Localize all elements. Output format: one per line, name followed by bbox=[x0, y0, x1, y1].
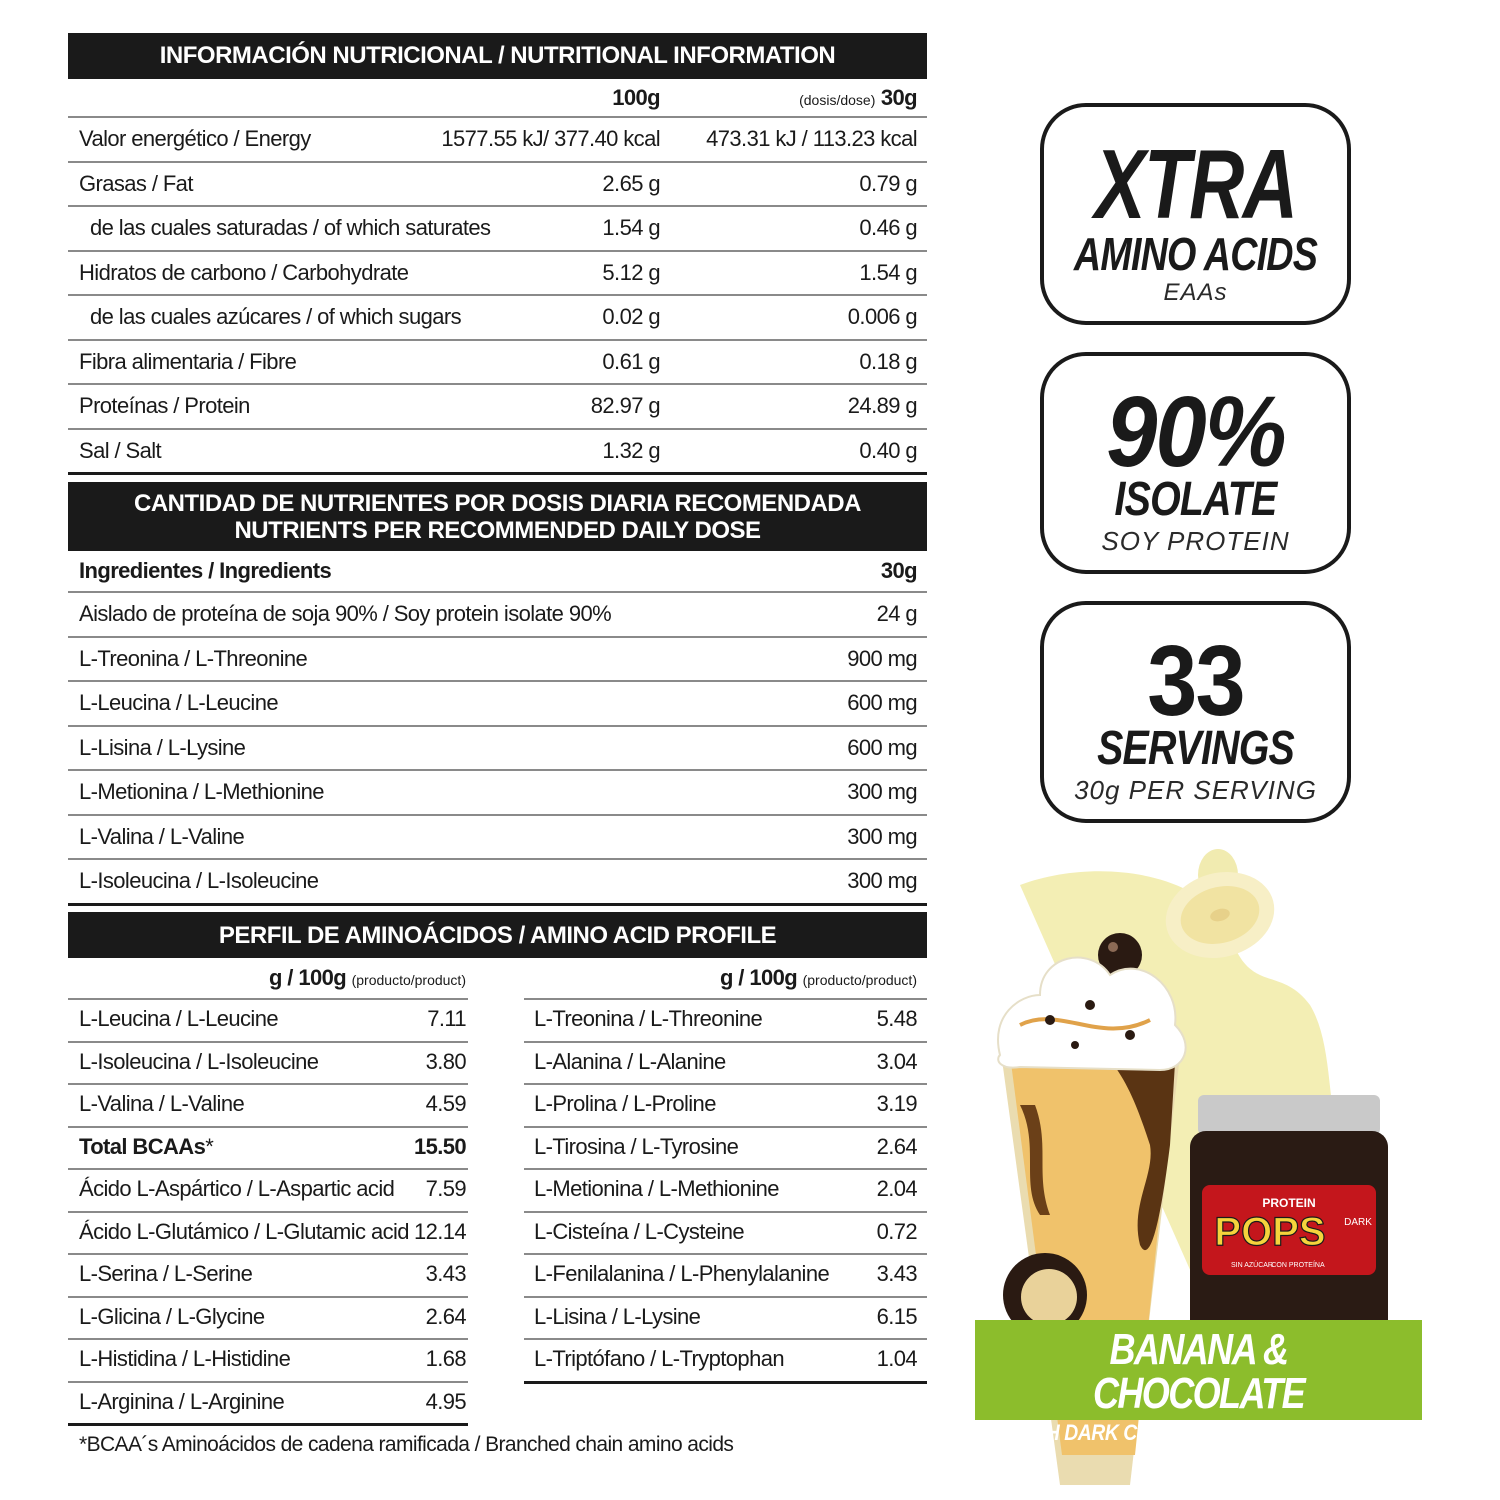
daily-title bbox=[68, 482, 927, 551]
amino-row bbox=[68, 1211, 927, 1254]
nutrient-value-100g: 0.61 g bbox=[602, 348, 660, 374]
badge-isolate-label: ISOLATE bbox=[1114, 473, 1277, 526]
amino-label-text: Ácido L-Glutámico / L-Glutamic acid bbox=[79, 1218, 409, 1244]
amino-label: L-Tirosina / L-Tyrosine bbox=[534, 1133, 739, 1159]
amino-value: 15.50 bbox=[413, 1133, 466, 1159]
badge-amino-acids bbox=[1040, 103, 1351, 325]
amino-left-cell bbox=[68, 1211, 468, 1256]
amino-value: 4.59 bbox=[425, 1091, 466, 1117]
amino-row bbox=[68, 1083, 927, 1126]
amino-left-cell bbox=[68, 1126, 468, 1171]
amino-row bbox=[68, 1338, 927, 1381]
ingredient-row bbox=[68, 638, 927, 683]
amino-header-row bbox=[68, 958, 927, 998]
amino-value: 4.95 bbox=[425, 1388, 466, 1414]
amino-label bbox=[79, 1134, 213, 1160]
amino-value: 7.11 bbox=[427, 1006, 466, 1032]
amino-row bbox=[68, 1041, 927, 1084]
amino-label: L-Cisteína / L-Cysteine bbox=[534, 1218, 744, 1244]
amino-row bbox=[68, 1253, 927, 1296]
ingredient-label: L-Metionina / L-Methionine bbox=[79, 779, 324, 805]
ingredient-value: 600 mg bbox=[847, 734, 917, 760]
amino-label bbox=[79, 1049, 318, 1075]
amino-row bbox=[68, 1381, 927, 1424]
nutrient-value-100g: 1577.55 kJ/ 377.40 kcal bbox=[441, 126, 660, 152]
nutrient-label: Proteínas / Protein bbox=[79, 393, 250, 419]
dose-note: (dosis/dose) bbox=[799, 91, 876, 108]
badge-per-serving: 30g PER SERVING bbox=[1074, 775, 1317, 805]
nutrient-label: Valor energético / Energy bbox=[79, 126, 311, 152]
ingredient-value: 300 mg bbox=[847, 868, 917, 894]
amino-row bbox=[68, 998, 927, 1041]
amino-label bbox=[79, 1304, 264, 1330]
amino-label: L-Treonina / L-Threonine bbox=[534, 1006, 763, 1032]
amino-right-cell bbox=[524, 1338, 927, 1384]
amino-value: 3.04 bbox=[876, 1048, 917, 1074]
amino-table bbox=[68, 912, 927, 1457]
daily-header-row bbox=[68, 551, 927, 593]
nutrient-label: Sal / Salt bbox=[79, 437, 162, 463]
amino-value: 3.43 bbox=[876, 1261, 917, 1287]
amino-label: L-Fenilalanina / L-Phenylalanine bbox=[534, 1261, 830, 1287]
amino-right-cell bbox=[524, 1296, 927, 1341]
amino-right-cell bbox=[524, 1253, 927, 1298]
amino-label-text: L-Serina / L-Serine bbox=[79, 1261, 253, 1287]
amino-value: 1.68 bbox=[425, 1346, 466, 1372]
nutrient-value-dose: 24.89 g bbox=[847, 393, 917, 419]
amino-right-cell bbox=[524, 1083, 927, 1128]
amino-value: 2.64 bbox=[425, 1303, 466, 1329]
amino-unit-right: g / 100g (producto/product) bbox=[719, 965, 917, 990]
nutrition-table bbox=[68, 33, 927, 475]
amino-label bbox=[79, 1219, 409, 1245]
ingredient-row bbox=[68, 682, 927, 727]
nutrient-label: Grasas / Fat bbox=[79, 170, 193, 196]
dose-value: 30g bbox=[880, 84, 917, 110]
nutrition-row bbox=[68, 385, 927, 430]
ingredient-label: Aislado de proteína de soja 90% / Soy protein isolate 90% bbox=[79, 601, 612, 627]
badge-servings-label: SERVINGS bbox=[1097, 722, 1294, 775]
nutrition-rows bbox=[68, 118, 927, 475]
amino-left-cell bbox=[68, 998, 468, 1043]
amino-value: 3.19 bbox=[876, 1091, 917, 1117]
amino-value: 5.48 bbox=[876, 1006, 917, 1032]
nutrient-value-dose: 0.79 g bbox=[859, 170, 917, 196]
amino-left-cell bbox=[68, 1083, 468, 1128]
amino-label: L-Triptófano / L-Tryptophan bbox=[534, 1346, 784, 1372]
amino-value: 0.72 bbox=[876, 1218, 917, 1244]
amino-right-cell bbox=[524, 1041, 927, 1086]
bcaa-asterisk: * bbox=[205, 1133, 214, 1159]
amino-label bbox=[79, 1389, 284, 1415]
ingredient-value: 600 mg bbox=[847, 690, 917, 716]
jar-top-label: PROTEIN bbox=[1262, 1196, 1316, 1210]
amino-left-cell bbox=[68, 1253, 468, 1298]
ingredient-label: L-Leucina / L-Leucine bbox=[79, 690, 278, 716]
badge-33: 33 bbox=[1147, 625, 1244, 737]
nutrition-header-row bbox=[68, 79, 927, 118]
ingredient-value: 300 mg bbox=[847, 823, 917, 849]
nutrient-value-dose: 0.006 g bbox=[847, 304, 917, 330]
nutrient-label: de las cuales saturadas / of which saturates bbox=[90, 215, 491, 241]
daily-title-es: CANTIDAD DE NUTRIENTES POR DOSIS DIARIA RECOMENDADA bbox=[134, 490, 861, 517]
amino-label: L-Alanina / L-Alanine bbox=[534, 1048, 726, 1074]
amino-unit-left: g / 100g (producto/product) bbox=[268, 965, 466, 990]
amino-left-cell bbox=[68, 1168, 468, 1213]
amino-label bbox=[79, 1176, 394, 1202]
amino-label-text: Total BCAAs bbox=[79, 1133, 206, 1159]
nutrition-title: INFORMACIÓN NUTRICIONAL / NUTRITIONAL INFORMATION bbox=[68, 33, 927, 79]
nutrient-label: Fibra alimentaria / Fibre bbox=[79, 348, 297, 374]
ingredient-row bbox=[68, 860, 927, 906]
ingredient-row bbox=[68, 593, 927, 638]
ingredients-heading: Ingredientes / Ingredients bbox=[79, 558, 332, 583]
nutrient-value-100g: 1.32 g bbox=[602, 437, 660, 463]
nutrient-value-dose: 0.18 g bbox=[859, 348, 917, 374]
amino-label-text: L-Isoleucina / L-Isoleucine bbox=[79, 1048, 319, 1074]
amino-value: 2.64 bbox=[876, 1133, 917, 1159]
ingredient-row bbox=[68, 771, 927, 816]
amino-title: PERFIL DE AMINOÁCIDOS / AMINO ACID PROFILE bbox=[68, 912, 927, 958]
jar-flag-protein: CON PROTEÍNA bbox=[1271, 1262, 1325, 1269]
jar-flag-sugar: SIN AZÚCAR bbox=[1230, 1262, 1274, 1269]
amino-value: 7.59 bbox=[425, 1176, 466, 1202]
nutrient-value-100g: 2.65 g bbox=[602, 170, 660, 196]
nutrient-value-dose: 1.54 g bbox=[859, 259, 917, 285]
jar-side-label: DARK bbox=[1344, 1217, 1372, 1228]
amino-value: 2.04 bbox=[876, 1176, 917, 1202]
amino-left-cell bbox=[68, 1041, 468, 1086]
badge-soy-protein: SOY PROTEIN bbox=[1101, 526, 1290, 556]
daily-rows bbox=[68, 593, 927, 906]
amino-row bbox=[68, 1168, 927, 1211]
nutrition-col-100g: 100g bbox=[612, 84, 660, 110]
amino-left-cell bbox=[68, 1338, 468, 1383]
daily-dose-table bbox=[68, 482, 927, 906]
ingredient-label: L-Treonina / L-Threonine bbox=[79, 645, 308, 671]
amino-label bbox=[79, 1261, 252, 1287]
nutrition-row bbox=[68, 163, 927, 208]
amino-value: 6.15 bbox=[876, 1303, 917, 1329]
ingredient-label: L-Isoleucina / L-Isoleucine bbox=[79, 868, 319, 894]
ingredient-value: 300 mg bbox=[847, 779, 917, 805]
amino-label-text: Ácido L-Aspártico / L-Aspartic acid bbox=[79, 1176, 395, 1202]
ingredients-dose: 30g bbox=[880, 558, 917, 583]
amino-footnote: *BCAA´s Aminoácidos de cadena ramificada / Branched chain amino acids bbox=[79, 1433, 734, 1456]
amino-left-cell bbox=[68, 1381, 468, 1427]
nutrition-row bbox=[68, 207, 927, 252]
amino-row bbox=[68, 1126, 927, 1169]
nutrient-label: Hidratos de carbono / Carbohydrate bbox=[79, 259, 409, 285]
nutrient-value-dose: 473.31 kJ / 113.23 kcal bbox=[706, 126, 917, 152]
ingredient-row bbox=[68, 727, 927, 772]
flavor-subtitle: WITH DARK CHOCOLATE PROTEIN POPS bbox=[1011, 1420, 1386, 1445]
amino-label bbox=[79, 1346, 290, 1372]
ingredient-value: 900 mg bbox=[847, 645, 917, 671]
nutrition-col-dose bbox=[799, 85, 917, 111]
nutrition-row bbox=[68, 296, 927, 341]
nutrient-value-100g: 82.97 g bbox=[590, 393, 660, 419]
badge-servings bbox=[1040, 601, 1351, 823]
nutrition-row bbox=[68, 252, 927, 297]
jar-brand-label: POPS bbox=[1214, 1210, 1326, 1254]
amino-right-cell bbox=[524, 1211, 927, 1256]
amino-label bbox=[79, 1091, 244, 1117]
nutrient-value-dose: 0.46 g bbox=[859, 215, 917, 241]
badge-isolate bbox=[1040, 352, 1351, 574]
amino-label-text: L-Histidina / L-Histidine bbox=[79, 1346, 291, 1372]
flavor-title: BANANA & CHOCOLATE bbox=[1092, 1325, 1305, 1418]
amino-right-cell bbox=[524, 1126, 927, 1171]
amino-right-cell bbox=[524, 1168, 927, 1213]
amino-label: L-Metionina / L-Methionine bbox=[534, 1176, 779, 1202]
nutrient-value-100g: 5.12 g bbox=[602, 259, 660, 285]
nutrition-row bbox=[68, 118, 927, 163]
badge-90-percent: 90% bbox=[1106, 376, 1285, 488]
amino-value: 1.04 bbox=[876, 1346, 917, 1372]
amino-value: 3.80 bbox=[425, 1048, 466, 1074]
badge-eaas: EAAs bbox=[1163, 279, 1228, 306]
amino-row bbox=[68, 1296, 927, 1339]
amino-label-text: L-Glicina / L-Glycine bbox=[79, 1303, 265, 1329]
badge-amino-acids-label: AMINO ACIDS bbox=[1073, 228, 1318, 280]
amino-label-text: L-Arginina / L-Arginine bbox=[79, 1388, 285, 1414]
ingredient-label: L-Valina / L-Valine bbox=[79, 823, 245, 849]
amino-label: L-Prolina / L-Proline bbox=[534, 1091, 716, 1117]
ingredient-row bbox=[68, 816, 927, 861]
ingredient-label: L-Lisina / L-Lysine bbox=[79, 734, 246, 760]
nutrition-row bbox=[68, 341, 927, 386]
amino-left-cell bbox=[68, 1296, 468, 1341]
nutrient-value-dose: 0.40 g bbox=[859, 437, 917, 463]
nutrition-row bbox=[68, 430, 927, 476]
amino-right-cell bbox=[524, 998, 927, 1043]
amino-value: 3.43 bbox=[425, 1261, 466, 1287]
daily-title-en: NUTRIENTS PER RECOMMENDED DAILY DOSE bbox=[234, 517, 761, 544]
nutrient-value-100g: 1.54 g bbox=[602, 215, 660, 241]
amino-label-text: L-Valina / L-Valine bbox=[79, 1091, 245, 1117]
amino-label: L-Lisina / L-Lysine bbox=[534, 1303, 701, 1329]
amino-rows bbox=[68, 998, 927, 1423]
flavor-banner bbox=[975, 1320, 1422, 1445]
amino-value: 12.14 bbox=[413, 1218, 466, 1244]
nutrient-label: de las cuales azúcares / of which sugars bbox=[90, 304, 461, 330]
amino-label bbox=[79, 1006, 278, 1032]
amino-label-text: L-Leucina / L-Leucine bbox=[79, 1006, 278, 1032]
badge-xtra: XTRA bbox=[1094, 129, 1297, 239]
ingredient-value: 24 g bbox=[876, 601, 917, 627]
nutrient-value-100g: 0.02 g bbox=[602, 304, 660, 330]
